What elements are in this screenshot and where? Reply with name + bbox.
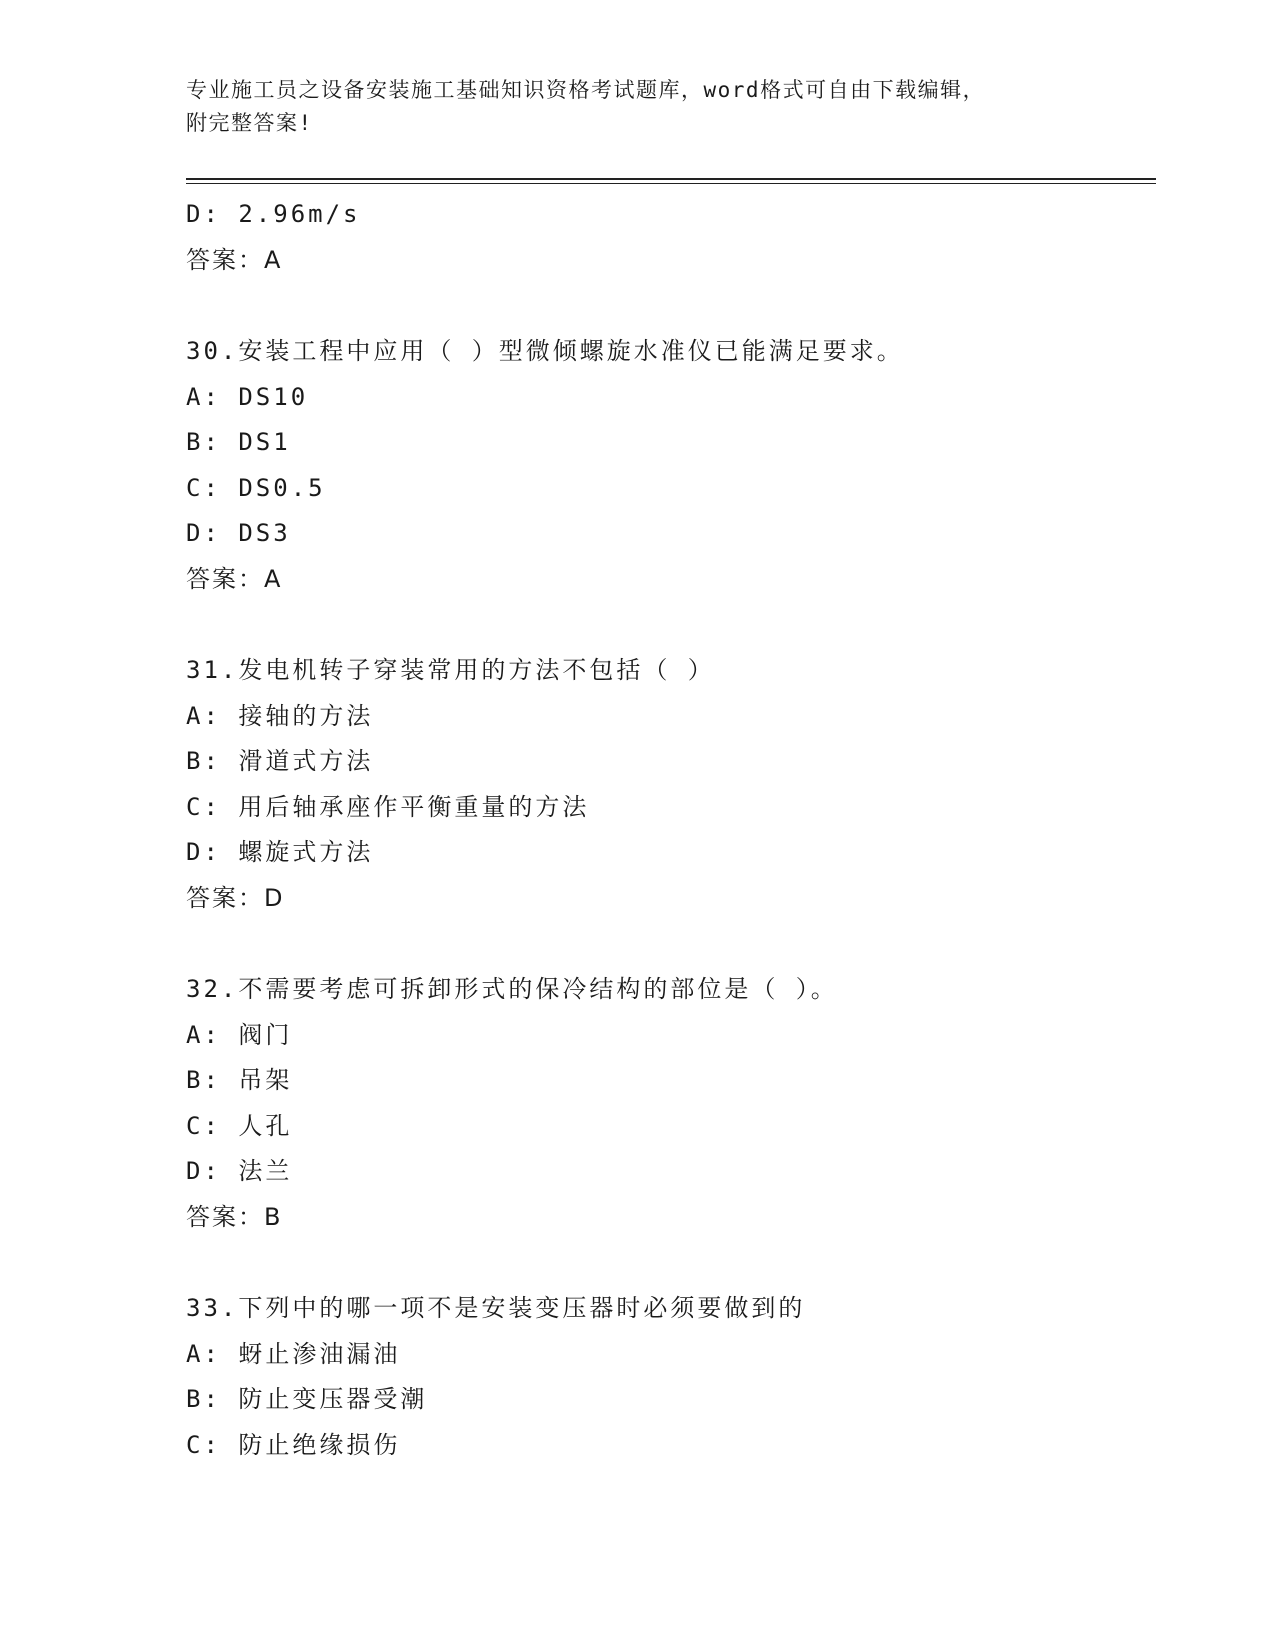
question-33 [186, 1286, 1156, 1468]
option-line: D: 法兰 [186, 1157, 293, 1185]
answer-line: 答案：B [186, 1202, 283, 1231]
option-line: A: 阀门 [186, 1020, 293, 1049]
option-line: C: 用后轴承座作平衡重量的方法 [186, 792, 590, 821]
option-line: A: 蚜止渗油漏油 [186, 1339, 401, 1368]
question-31 [186, 648, 1156, 921]
question-stem: 32.不需要考虑可拆卸形式的保冷结构的部位是（ ）。 [186, 975, 838, 1003]
header-line-1: 专业施工员之设备安装施工基础知识资格考试题库，word格式可自由下载编辑， [186, 78, 986, 102]
answer-line: 答案：D [186, 883, 285, 912]
option-line: B: DS1 [186, 428, 291, 456]
document-header [186, 74, 1086, 140]
question-spacer [186, 1240, 1156, 1286]
question-stem: 31.发电机转子穿装常用的方法不包括（ ） [186, 656, 715, 684]
option-line: C: 防止绝缘损伤 [186, 1430, 401, 1459]
question-stem: 30.安装工程中应用（ ）型微倾螺旋水准仪已能满足要求。 [186, 337, 904, 365]
option-line: C: 人孔 [186, 1111, 293, 1140]
option-line: B: 防止变压器受潮 [186, 1385, 428, 1413]
question-spacer [186, 921, 1156, 967]
question-30 [186, 329, 1156, 602]
header-line-2: 附完整答案! [186, 111, 313, 135]
question-32 [186, 967, 1156, 1240]
option-line: D: DS3 [186, 519, 291, 547]
question-list [186, 192, 1156, 1468]
header-divider [186, 178, 1156, 184]
question-spacer [186, 602, 1156, 648]
option-line: B: 滑道式方法 [186, 747, 374, 775]
option-line: D: 螺旋式方法 [186, 838, 374, 866]
option-line: A: DS10 [186, 382, 309, 411]
question-spacer [186, 283, 1156, 329]
option-line: A: 接轴的方法 [186, 701, 374, 730]
option-line: B: 吊架 [186, 1066, 293, 1094]
answer-line: 答案：A [186, 245, 283, 274]
option-line: C: DS0.5 [186, 473, 326, 502]
option-line: D: 2.96m/s [186, 200, 361, 228]
answer-line: 答案：A [186, 564, 283, 593]
question-stem: 33.下列中的哪一项不是安装变压器时必须要做到的 [186, 1294, 806, 1322]
